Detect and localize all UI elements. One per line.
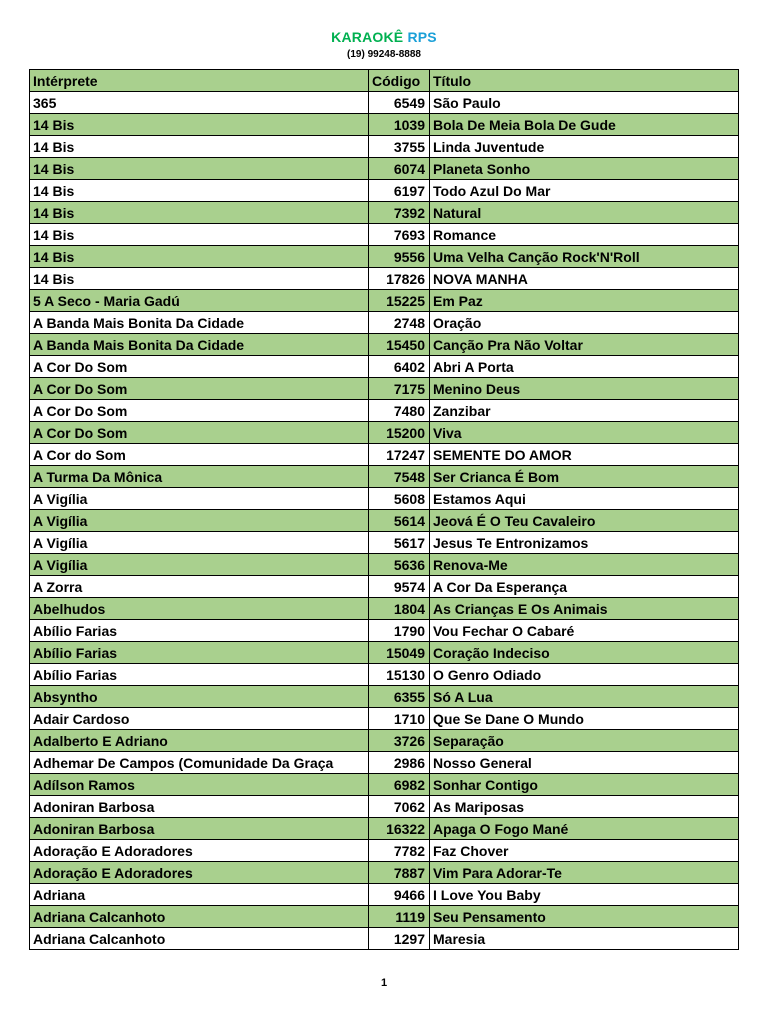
song-title-cell: Sonhar Contigo — [430, 774, 739, 796]
artist-cell: 14 Bis — [30, 224, 369, 246]
code-cell: 5614 — [369, 510, 430, 532]
code-cell: 7175 — [369, 378, 430, 400]
song-title-cell: Maresia — [430, 928, 739, 950]
song-title-cell: Bola De Meia Bola De Gude — [430, 114, 739, 136]
table-row — [30, 202, 739, 224]
artist-cell: A Cor Do Som — [30, 356, 369, 378]
song-title-cell: Todo Azul Do Mar — [430, 180, 739, 202]
song-title-cell: Em Paz — [430, 290, 739, 312]
artist-cell: 14 Bis — [30, 136, 369, 158]
song-title-cell: Zanzibar — [430, 400, 739, 422]
table-row — [30, 774, 739, 796]
code-cell: 1804 — [369, 598, 430, 620]
code-cell: 1119 — [369, 906, 430, 928]
song-title-cell: São Paulo — [430, 92, 739, 114]
code-cell: 2986 — [369, 752, 430, 774]
song-title-cell: A Cor Da Esperança — [430, 576, 739, 598]
artist-cell: Adoração E Adoradores — [30, 840, 369, 862]
table-row — [30, 642, 739, 664]
table-row — [30, 136, 739, 158]
song-title-cell: Planeta Sonho — [430, 158, 739, 180]
song-title-cell: Estamos Aqui — [430, 488, 739, 510]
artist-cell: Adriana Calcanhoto — [30, 928, 369, 950]
code-cell: 2748 — [369, 312, 430, 334]
table-row — [30, 290, 739, 312]
code-cell: 15225 — [369, 290, 430, 312]
column-header-codigo: Código — [369, 70, 430, 92]
artist-cell: 365 — [30, 92, 369, 114]
code-cell: 7887 — [369, 862, 430, 884]
code-cell: 6402 — [369, 356, 430, 378]
song-title-cell: Só A Lua — [430, 686, 739, 708]
table-row — [30, 576, 739, 598]
artist-cell: Adoniran Barbosa — [30, 818, 369, 840]
table-row — [30, 664, 739, 686]
artist-cell: A Vigília — [30, 510, 369, 532]
table-row — [30, 466, 739, 488]
code-cell: 6355 — [369, 686, 430, 708]
artist-cell: A Vigília — [30, 488, 369, 510]
artist-cell: A Cor Do Som — [30, 422, 369, 444]
artist-cell: A Banda Mais Bonita Da Cidade — [30, 334, 369, 356]
phone-number: (19) 99248-8888 — [347, 49, 421, 60]
table-row — [30, 400, 739, 422]
table-row — [30, 752, 739, 774]
artist-cell: 5 A Seco - Maria Gadú — [30, 290, 369, 312]
table-header-row — [30, 70, 739, 92]
page-title — [0, 27, 768, 47]
song-title-cell: As Mariposas — [430, 796, 739, 818]
code-cell: 5617 — [369, 532, 430, 554]
code-cell: 15130 — [369, 664, 430, 686]
artist-cell: 14 Bis — [30, 246, 369, 268]
artist-cell: A Turma Da Mônica — [30, 466, 369, 488]
artist-cell: Absyntho — [30, 686, 369, 708]
song-title-cell: Separação — [430, 730, 739, 752]
title-rps: RPS — [407, 29, 437, 45]
code-cell: 7062 — [369, 796, 430, 818]
table-row — [30, 488, 739, 510]
table-row — [30, 356, 739, 378]
artist-cell: A Cor Do Som — [30, 378, 369, 400]
song-title-cell: Apaga O Fogo Mané — [430, 818, 739, 840]
code-cell: 9574 — [369, 576, 430, 598]
code-cell: 7480 — [369, 400, 430, 422]
song-title-cell: Vim Para Adorar-Te — [430, 862, 739, 884]
table-row — [30, 158, 739, 180]
artist-cell: Adriana Calcanhoto — [30, 906, 369, 928]
song-title-cell: Jeová É O Teu Cavaleiro — [430, 510, 739, 532]
code-cell: 9466 — [369, 884, 430, 906]
table-row — [30, 620, 739, 642]
artist-cell: 14 Bis — [30, 180, 369, 202]
code-cell: 7392 — [369, 202, 430, 224]
code-cell: 1039 — [369, 114, 430, 136]
code-cell: 1297 — [369, 928, 430, 950]
song-title-cell: Nosso General — [430, 752, 739, 774]
table-row — [30, 708, 739, 730]
code-cell: 7548 — [369, 466, 430, 488]
table-row — [30, 598, 739, 620]
table-row — [30, 510, 739, 532]
table-row — [30, 180, 739, 202]
table-row — [30, 444, 739, 466]
artist-cell: A Cor Do Som — [30, 400, 369, 422]
song-title-cell: Oração — [430, 312, 739, 334]
code-cell: 3755 — [369, 136, 430, 158]
code-cell: 15049 — [369, 642, 430, 664]
table-row — [30, 312, 739, 334]
column-header-interprete: Intérprete — [30, 70, 369, 92]
artist-cell: Adoração E Adoradores — [30, 862, 369, 884]
song-table — [29, 69, 739, 950]
table-row — [30, 268, 739, 290]
song-title-cell: Natural — [430, 202, 739, 224]
song-title-cell: As Crianças E Os Animais — [430, 598, 739, 620]
table-row — [30, 928, 739, 950]
table-row — [30, 224, 739, 246]
artist-cell: 14 Bis — [30, 202, 369, 224]
table-row — [30, 686, 739, 708]
song-title-cell: Que Se Dane O Mundo — [430, 708, 739, 730]
artist-cell: Adair Cardoso — [30, 708, 369, 730]
table-row — [30, 246, 739, 268]
artist-cell: Adhemar De Campos (Comunidade Da Graça — [30, 752, 369, 774]
code-cell: 1790 — [369, 620, 430, 642]
song-title-cell: Coração Indeciso — [430, 642, 739, 664]
song-title-cell: Romance — [430, 224, 739, 246]
artist-cell: Abílio Farias — [30, 642, 369, 664]
artist-cell: Adílson Ramos — [30, 774, 369, 796]
code-cell: 15200 — [369, 422, 430, 444]
song-title-cell: Menino Deus — [430, 378, 739, 400]
table-row — [30, 422, 739, 444]
artist-cell: A Cor do Som — [30, 444, 369, 466]
table-row — [30, 532, 739, 554]
artist-cell: Adalberto E Adriano — [30, 730, 369, 752]
artist-cell: 14 Bis — [30, 158, 369, 180]
code-cell: 1710 — [369, 708, 430, 730]
table-row — [30, 884, 739, 906]
code-cell: 6549 — [369, 92, 430, 114]
title-karaoke: KARAOKÊ — [331, 29, 404, 45]
table-row — [30, 334, 739, 356]
code-cell: 15450 — [369, 334, 430, 356]
table-row — [30, 840, 739, 862]
artist-cell: A Vigília — [30, 554, 369, 576]
artist-cell: A Banda Mais Bonita Da Cidade — [30, 312, 369, 334]
code-cell: 9556 — [369, 246, 430, 268]
table-row — [30, 862, 739, 884]
table-row — [30, 906, 739, 928]
artist-cell: Abílio Farias — [30, 664, 369, 686]
code-cell: 6982 — [369, 774, 430, 796]
song-title-cell: Faz Chover — [430, 840, 739, 862]
song-title-cell: Jesus Te Entronizamos — [430, 532, 739, 554]
table-body — [30, 92, 739, 950]
song-title-cell: I Love You Baby — [430, 884, 739, 906]
artist-cell: 14 Bis — [30, 114, 369, 136]
table-row — [30, 92, 739, 114]
song-title-cell: Viva — [430, 422, 739, 444]
song-title-cell: Uma Velha Canção Rock'N'Roll — [430, 246, 739, 268]
song-title-cell: Renova-Me — [430, 554, 739, 576]
code-cell: 5636 — [369, 554, 430, 576]
code-cell: 6074 — [369, 158, 430, 180]
artist-cell: Adriana — [30, 884, 369, 906]
table-row — [30, 554, 739, 576]
table-row — [30, 378, 739, 400]
song-title-cell: Ser Crianca É Bom — [430, 466, 739, 488]
code-cell: 16322 — [369, 818, 430, 840]
table-row — [30, 796, 739, 818]
artist-cell: Adoniran Barbosa — [30, 796, 369, 818]
song-title-cell: SEMENTE DO AMOR — [430, 444, 739, 466]
artist-cell: A Vigília — [30, 532, 369, 554]
page-header — [0, 27, 768, 62]
song-title-cell: Linda Juventude — [430, 136, 739, 158]
song-title-cell: Seu Pensamento — [430, 906, 739, 928]
code-cell: 3726 — [369, 730, 430, 752]
song-title-cell: Canção Pra Não Voltar — [430, 334, 739, 356]
page-number: 1 — [380, 977, 388, 989]
song-title-cell: Vou Fechar O Cabaré — [430, 620, 739, 642]
table-row — [30, 114, 739, 136]
code-cell: 5608 — [369, 488, 430, 510]
song-title-cell: O Genro Odiado — [430, 664, 739, 686]
table-row — [30, 730, 739, 752]
code-cell: 6197 — [369, 180, 430, 202]
code-cell: 7782 — [369, 840, 430, 862]
code-cell: 17826 — [369, 268, 430, 290]
code-cell: 17247 — [369, 444, 430, 466]
table-row — [30, 818, 739, 840]
artist-cell: 14 Bis — [30, 268, 369, 290]
code-cell: 7693 — [369, 224, 430, 246]
song-title-cell: Abri A Porta — [430, 356, 739, 378]
song-title-cell: NOVA MANHA — [430, 268, 739, 290]
artist-cell: Abílio Farias — [30, 620, 369, 642]
artist-cell: Abelhudos — [30, 598, 369, 620]
artist-cell: A Zorra — [30, 576, 369, 598]
column-header-titulo: Título — [430, 70, 739, 92]
